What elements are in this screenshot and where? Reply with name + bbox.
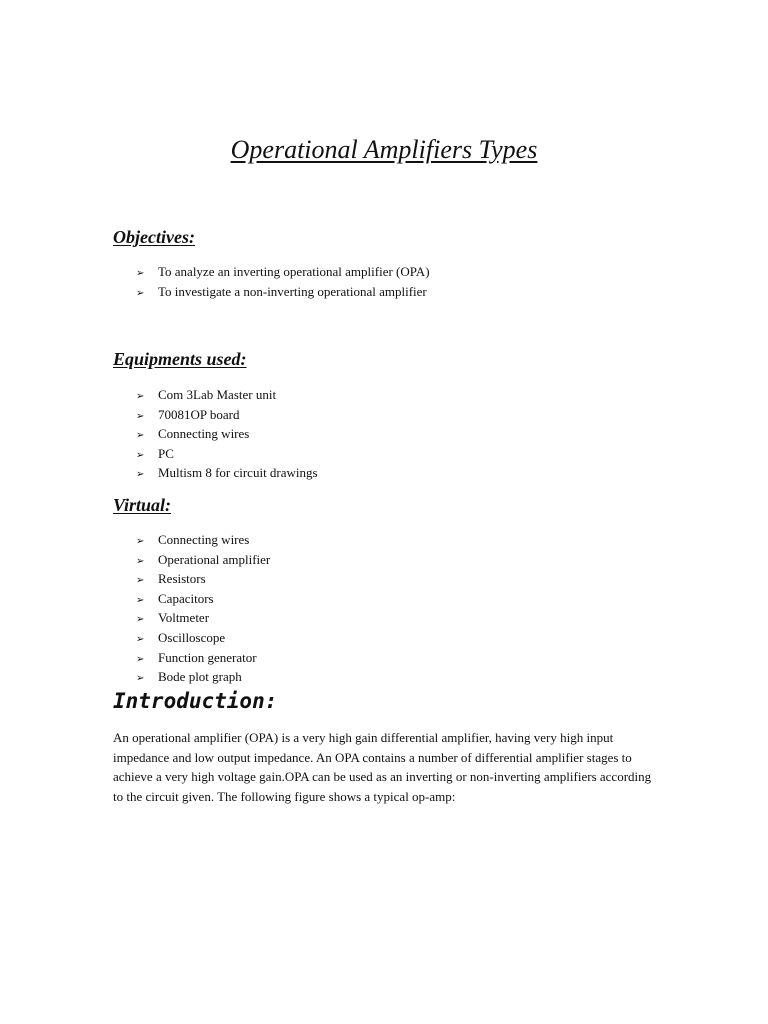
- introduction-heading: Introduction:: [113, 689, 278, 713]
- list-item: [136, 445, 318, 465]
- arrow-bullet-icon: ➢: [136, 594, 145, 606]
- list-item-text: Resistors: [158, 571, 206, 587]
- list-item-text: Bode plot graph: [158, 669, 242, 685]
- list-item: [136, 551, 270, 571]
- arrow-bullet-icon: ➢: [136, 633, 145, 645]
- virtual-list: [136, 531, 270, 688]
- list-item-text: Connecting wires: [158, 426, 250, 442]
- list-item: [136, 570, 270, 590]
- list-item: [136, 629, 270, 649]
- arrow-bullet-icon: ➢: [136, 536, 145, 547]
- list-item-text: Capacitors: [158, 590, 214, 606]
- arrow-bullet-icon: ➢: [136, 268, 145, 279]
- list-item: [136, 649, 270, 669]
- list-item: [136, 263, 430, 283]
- list-item-text: Operational amplifier: [158, 551, 271, 567]
- list-item: [136, 283, 430, 303]
- list-item: [136, 609, 270, 629]
- arrow-bullet-icon: ➢: [136, 555, 145, 567]
- list-item-text: Voltmeter: [158, 610, 210, 626]
- arrow-bullet-icon: ➢: [136, 469, 145, 481]
- list-item: [136, 590, 270, 610]
- list-item-text: Oscilloscope: [158, 629, 226, 645]
- list-item-text: To analyze an inverting operational amplifier (OPA): [158, 264, 430, 279]
- equipments-heading: Equipments used:: [113, 349, 247, 369]
- arrow-bullet-icon: ➢: [136, 673, 145, 685]
- arrow-bullet-icon: ➢: [136, 391, 145, 402]
- list-item-text: To investigate a non-inverting operational amplifier: [158, 283, 427, 299]
- list-item-text: 70081OP board: [158, 406, 240, 422]
- list-item: [136, 386, 318, 406]
- list-item: [136, 531, 270, 551]
- arrow-bullet-icon: ➢: [136, 614, 145, 626]
- arrow-bullet-icon: ➢: [136, 449, 145, 461]
- virtual-heading: Virtual:: [113, 495, 172, 515]
- objectives-list: [136, 263, 430, 302]
- list-item-text: Multism 8 for circuit drawings: [158, 465, 318, 481]
- introduction-paragraph: An operational amplifier (OPA) is a very high gain differential amplifier, having very high input impedance and low output impedance. An OPA contains a number of differential amplifier stages to achieve a very high voltage gain.OPA can be used as an inverting or non-inverting amplifiers according to the circuit given. The following figure shows a typical op-amp:: [113, 730, 652, 804]
- list-item: [136, 464, 318, 484]
- list-item: [136, 406, 318, 426]
- arrow-bullet-icon: ➢: [136, 653, 145, 665]
- objectives-heading: Objectives:: [113, 227, 195, 247]
- arrow-bullet-icon: ➢: [136, 410, 145, 422]
- list-item-text: PC: [158, 445, 174, 461]
- list-item-text: Com 3Lab Master unit: [158, 387, 277, 402]
- list-item-text: Connecting wires: [158, 532, 250, 547]
- list-item: [136, 668, 270, 688]
- arrow-bullet-icon: ➢: [136, 575, 145, 587]
- equipments-list: [136, 386, 318, 484]
- list-item-text: Function generator: [158, 649, 257, 665]
- arrow-bullet-icon: ➢: [136, 287, 145, 299]
- arrow-bullet-icon: ➢: [136, 430, 145, 442]
- page-title: Operational Amplifiers Types: [230, 135, 538, 164]
- list-item: [136, 425, 318, 445]
